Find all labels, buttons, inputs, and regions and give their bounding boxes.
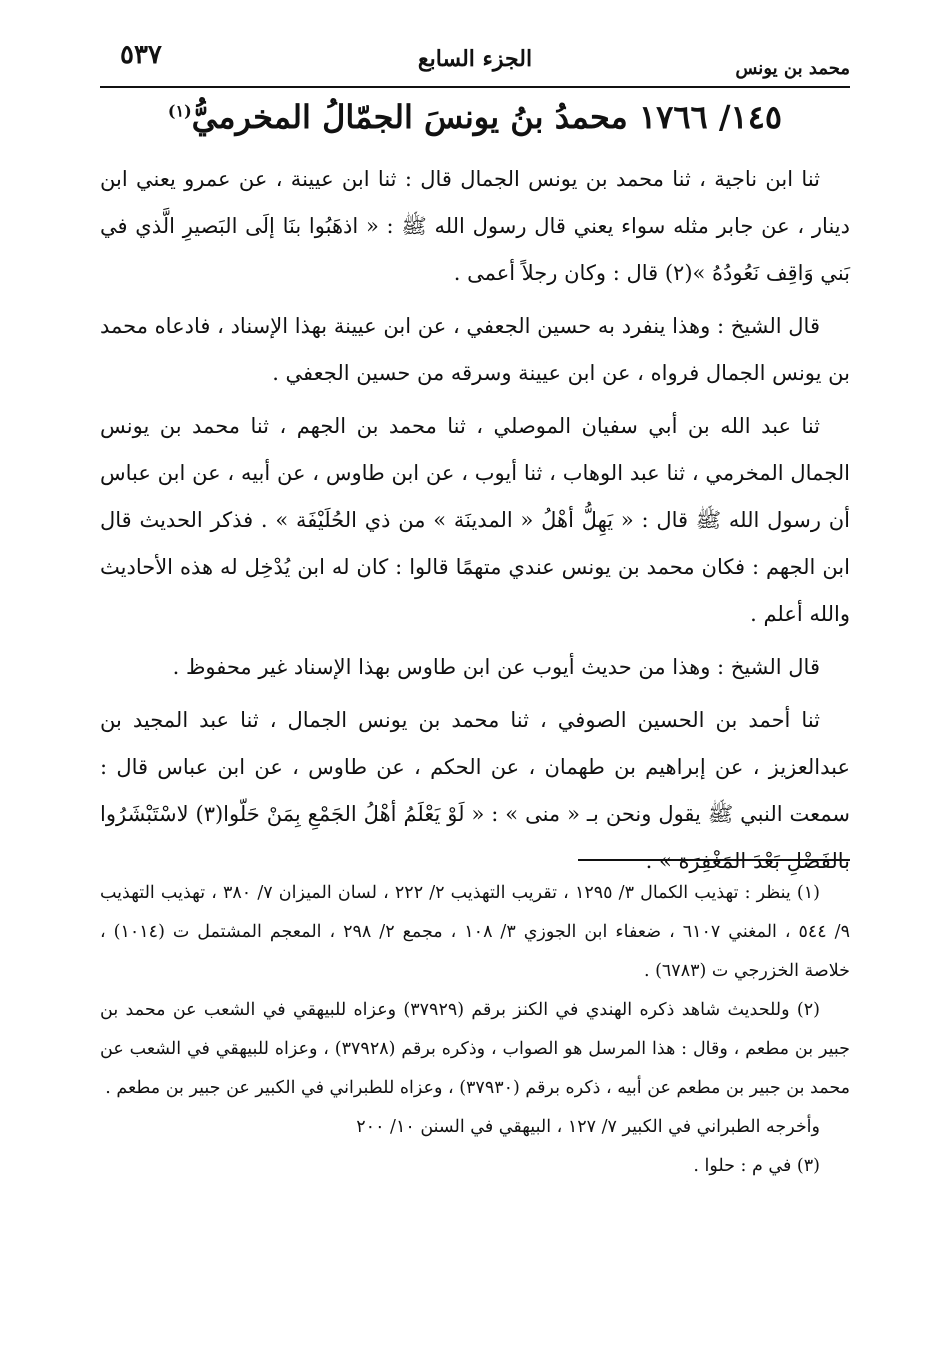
volume-label: الجزء السابع [417, 46, 533, 72]
entry-title-text: ١٤٥/ ١٧٦٦ محمدُ بنُ يونسَ الجمّالُ المخرميُّ [191, 98, 783, 136]
footnote-divider [578, 859, 850, 861]
paragraph: قال الشيخ : وهذا من حديث أيوب عن ابن طاوس بهذا الإسناد غير محفوظ . [172, 655, 820, 679]
page-number: ٥٣٧ [120, 40, 162, 70]
paragraph: ثنا عبد الله بن أبي سفيان الموصلي ، ثنا محمد بن الجهم ، ثنا محمد بن يونس الجمال المخرمي ، ثنا عبد الوهاب ، ثنا أيوب ، عن ابن طاوس ، عن أبيه ، عن ابن عباس أن رسول الله ﷺ قال : « يَهِلُّ أهْلُ « المدينَة » من ذي الحُلَيْفَة » . فذكر الحديث قال ابن الجهم : فكان محمد بن يونس عندي متهمًا قالوا : كان له ابن يُدْخِل له هذه الأحاديث والله أعلم . [100, 414, 850, 626]
entry-title-note-ref: (١) [167, 101, 192, 121]
footnote: (٣) في م : حلوا . [693, 1156, 820, 1176]
running-title: محمد بن يونس [735, 58, 850, 79]
footnotes [100, 874, 850, 1186]
running-header [100, 40, 850, 88]
paragraph: ثنا أحمد بن الحسين الصوفي ، ثنا محمد بن يونس الجمال ، ثنا عبد المجيد بن عبدالعزيز ، عن إبراهيم بن طهمان ، عن الحكم ، عن طاوس ، عن ابن عباس قال : سمعت النبي ﷺ يقول ونحن بـ « منى » : « لَوْ يَعْلَمُ أهْلُ الجَمْعِ بِمَنْ حَلّوا(٣) لاسْتَبْشَرُوا بالفَضْلِ بَعْدَ المَغْفِرَة » . [100, 708, 850, 873]
paragraph: ثنا ابن ناجية ، ثنا محمد بن يونس الجمال قال : ثنا ابن عيينة ، عن عمرو يعني ابن دينار ، عن جابر مثله سواء يعني قال رسول الله ﷺ : « اذهَبُوا بنَا إلَى البَصيرِ الَّذي في بَني وَاقِف نَعُودُهُ »(٢) قال : وكان رجلاً أعمى . [100, 167, 850, 285]
paragraph: قال الشيخ : وهذا ينفرد به حسين الجعفي ، عن ابن عيينة بهذا الإسناد ، فادعاه محمد بن يونس الجمال فرواه ، عن ابن عيينة وسرقه من حسين الجعفي . [100, 314, 850, 385]
footnote: (١) ينظر : تهذيب الكمال ٣/ ١٢٩٥ ، تقريب التهذيب ٢/ ٢٢٢ ، لسان الميزان ٧/ ٣٨٠ ، تهذيب التهذيب ٩/ ٥٤٤ ، المغني ٦١٠٧ ، ضعفاء ابن الجوزي ٣/ ١٠٨ ، مجمع ٢/ ٢٩٨ ، المعجم المشتمل ت (١٠١٤) ، خلاصة الخزرجي ت (٦٧٨٣) . [100, 883, 850, 981]
main-text [100, 156, 850, 885]
footnote: (٢) وللحديث شاهد ذكره الهندي في الكنز برقم (٣٧٩٢٩) وعزاه للبيهقي في الشعب عن محمد بن جبير بن مطعم ، وقال : هذا المرسل هو الصواب ، وذكره برقم (٣٧٩٢٨) ، وعزاه للبيهقي في الشعب عن محمد بن جبير بن مطعم عن أبيه ، ذكره برقم (٣٧٩٣٠) ، وعزاه للطبراني في الكبير عن جبير بن مطعم . [100, 1000, 850, 1098]
footnote-continuation: وأخرجه الطبراني في الكبير ٧/ ١٢٧ ، البيهقي في السنن ١٠/ ٢٠٠ [356, 1117, 820, 1137]
entry-title [100, 98, 850, 136]
